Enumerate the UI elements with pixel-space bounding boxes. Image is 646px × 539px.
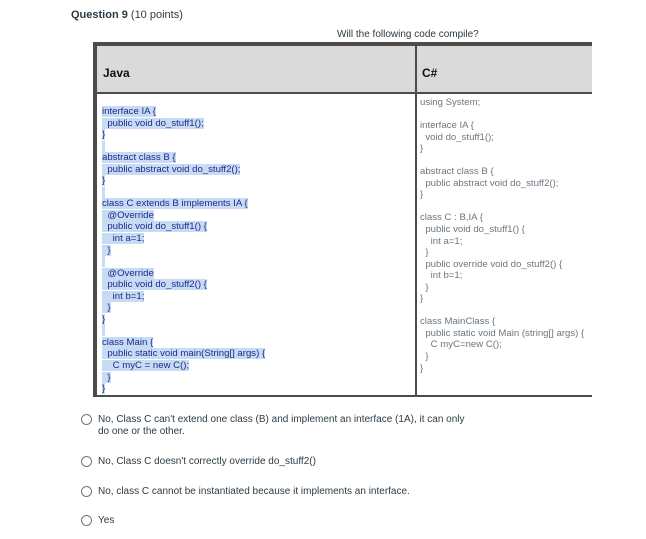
java-code-line: public void do_stuff2() { xyxy=(102,279,207,291)
csharp-code-line: int b=1; xyxy=(420,270,463,282)
java-code-line: public void do_stuff1(); xyxy=(102,117,204,129)
csharp-code-line: interface IA { xyxy=(420,120,474,132)
radio-button-icon[interactable] xyxy=(81,456,92,467)
csharp-code-line: public abstract void do_stuff2(); xyxy=(420,177,559,189)
java-code-line: public abstract void do_stuff2(); xyxy=(102,163,241,175)
csharp-code-line: } xyxy=(420,293,424,305)
java-column-header xyxy=(97,46,415,94)
radio-button-icon[interactable] xyxy=(81,515,92,526)
java-code-line: } xyxy=(102,302,111,314)
java-code-line: int a=1; xyxy=(102,233,145,245)
java-code-line xyxy=(102,325,265,337)
csharp-code-line: } xyxy=(420,247,429,259)
java-code-line: @Override xyxy=(102,209,154,221)
java-code-line: } xyxy=(102,175,106,187)
java-code-block xyxy=(102,106,265,395)
answer-option-4-label: Yes xyxy=(98,515,115,526)
answer-option-2-label: No, Class C doesn't correctly override do_stuff2() xyxy=(98,456,316,467)
java-code-line: } xyxy=(102,244,111,256)
csharp-code-line xyxy=(420,201,592,213)
answer-option-1[interactable] xyxy=(81,414,468,438)
java-code-line: } xyxy=(102,129,106,141)
answer-option-4[interactable] xyxy=(81,515,468,527)
csharp-code-line: abstract class B { xyxy=(420,166,494,178)
csharp-code-line: } xyxy=(420,281,429,293)
answer-option-2[interactable] xyxy=(81,456,468,468)
csharp-code-line: } xyxy=(420,351,429,363)
java-code-line: C myC = new C(); xyxy=(102,360,190,372)
csharp-code-line xyxy=(420,305,592,317)
java-code-line: public void do_stuff1() { xyxy=(102,221,207,233)
question-number: Question 9 xyxy=(71,9,128,21)
java-code-line: abstract class B { xyxy=(102,152,176,164)
csharp-column-header xyxy=(417,46,592,94)
java-header-label: Java xyxy=(103,66,130,80)
csharp-code-line: C myC=new C(); xyxy=(420,339,502,351)
java-code-line xyxy=(102,256,265,268)
csharp-code-line: void do_stuff1(); xyxy=(420,131,494,143)
csharp-code-line xyxy=(420,109,592,121)
csharp-code-line: class C : B,IA { xyxy=(420,212,483,224)
answer-option-3[interactable] xyxy=(81,486,468,498)
answer-option-1-label: No, Class C can't extend one class (B) and implement an interface (1A), it can only do one or the other. xyxy=(98,414,465,437)
java-code-line: } xyxy=(102,383,106,395)
csharp-header-label: C# xyxy=(422,66,438,80)
csharp-code-line: class MainClass { xyxy=(420,316,496,328)
java-code-line: interface IA { xyxy=(102,106,156,117)
java-code-line: int b=1; xyxy=(102,290,145,302)
java-code-line: @Override xyxy=(102,267,154,279)
java-code-line: } xyxy=(102,371,111,383)
radio-button-icon[interactable] xyxy=(81,414,92,425)
csharp-code-line: } xyxy=(420,362,424,374)
code-comparison-table xyxy=(93,42,592,397)
csharp-code-line: } xyxy=(420,143,424,155)
csharp-code-line: using System; xyxy=(420,97,481,108)
java-code-line: } xyxy=(102,313,106,325)
csharp-code-line: public override void do_stuff2() { xyxy=(420,258,563,270)
question-header xyxy=(71,9,183,21)
java-code-line xyxy=(102,187,265,199)
csharp-code-line: public void do_stuff1() { xyxy=(420,224,525,236)
java-code-line xyxy=(102,141,265,153)
csharp-code-line: int a=1; xyxy=(420,235,463,247)
java-code-line: public static void main(String[] args) { xyxy=(102,348,266,360)
java-code-line: class C extends B implements IA { xyxy=(102,198,248,210)
radio-button-icon[interactable] xyxy=(81,486,92,497)
column-divider xyxy=(415,46,417,395)
csharp-code-block xyxy=(420,97,592,374)
answer-option-3-label: No, class C cannot be instantiated because it implements an interface. xyxy=(98,486,410,497)
csharp-code-line: } xyxy=(420,189,424,201)
question-points: (10 points) xyxy=(130,9,183,21)
question-prompt: Will the following code compile? xyxy=(337,29,479,40)
csharp-code-line xyxy=(420,155,592,167)
java-code-line: class Main { xyxy=(102,336,154,348)
csharp-code-line: public static void Main (string[] args) { xyxy=(420,327,585,339)
